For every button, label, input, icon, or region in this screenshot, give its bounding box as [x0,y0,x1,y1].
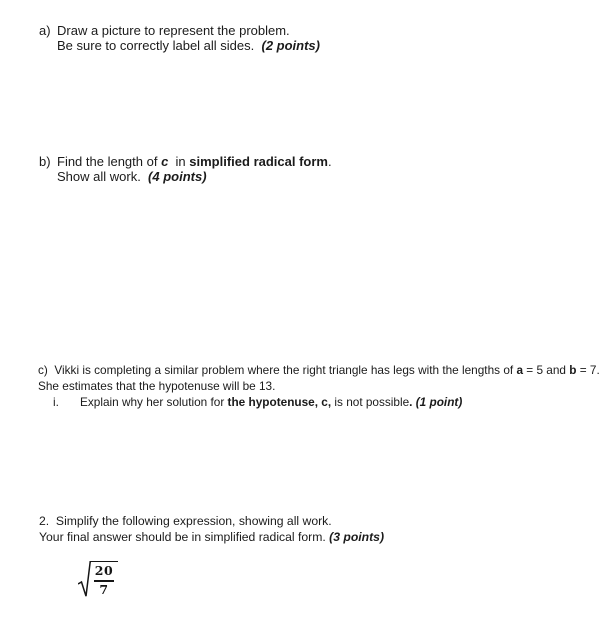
variable-c: c [161,154,169,169]
question-1b-line1-period: . [327,154,332,169]
fraction-denominator: 7 [99,582,109,597]
question-2-points: (3 points) [329,529,385,544]
question-1c-i-label: i. [53,394,59,409]
question-2-line2-text: Your final answer should be in simplified radical form. [39,529,330,544]
question-1c-line1-mid: = 5 and [523,363,570,377]
question-1c-line2: She estimates that the hypotenuse will be 13. [38,378,276,393]
variable-a: a [516,363,523,377]
question-1c-i-text: Explain why her solution for [80,394,228,409]
question-2-line1: 2. Simplify the following expression, showing all work. [39,514,332,528]
question-1b-line1-text: Find the length of [57,154,162,169]
question-1a-label: a) [39,23,51,38]
question-1c-i-period: . [409,394,416,409]
question-1c-i-mid: is not possible [331,394,410,409]
question-1a-line1: Draw a picture to represent the problem. [57,23,290,38]
radicand-fraction [90,561,118,597]
question-1b-label: b) [39,154,51,169]
question-1c-line1 [38,363,600,379]
question-1c-i-points: (1 point) [415,394,463,409]
question-1a-line2-text: Be sure to correctly label all sides. [57,38,262,53]
bold-term-the-hypotenuse-c: the hypotenuse, c, [227,394,332,409]
question-1c-line1-end: = 7. [576,363,600,377]
question-1a-points: (2 points) [261,38,320,53]
radical-expression [78,561,118,598]
question-1b-line1 [57,154,332,169]
variable-b: b [569,363,577,377]
question-1b-points: (4 points) [148,169,207,184]
question-2-line2 [39,530,384,546]
question-1b-line2-text: Show all work. [57,169,149,184]
question-1b-line1-mid: in [168,154,190,169]
question-1c-i-line [80,395,462,411]
fraction-numerator: 20 [94,563,114,578]
question-1a-line2 [57,38,320,53]
bold-term-simplified-radical-form: simplified radical form [189,154,328,169]
question-1b-line2 [57,169,207,184]
question-1c-line1-text: c) Vikki is completing a similar problem where the right triangle has legs with the lengths of [38,363,517,377]
